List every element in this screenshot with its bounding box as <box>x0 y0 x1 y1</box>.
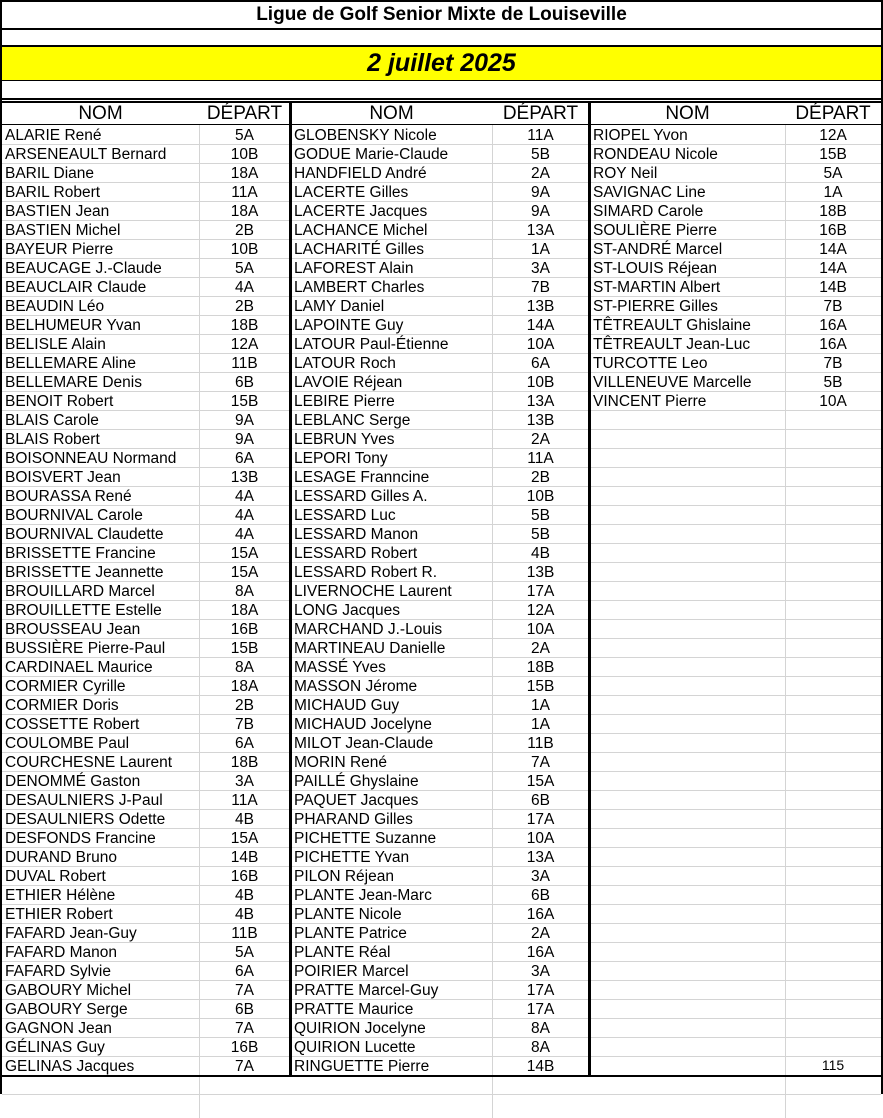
player-name: ETHIER Robert <box>5 906 113 923</box>
player-name: LAMBERT Charles <box>294 279 425 296</box>
player-name: MILOT Jean-Claude <box>294 735 434 752</box>
player-name: MASSÉ Yves <box>294 659 386 676</box>
player-name: ALARIE René <box>5 127 102 144</box>
player-name: CORMIER Doris <box>5 697 119 714</box>
player-name: SOULIÈRE Pierre <box>593 222 718 239</box>
player-name: BROUSSEAU Jean <box>5 621 141 638</box>
player-name: POIRIER Marcel <box>294 963 409 980</box>
player-departure: 6B <box>531 792 550 809</box>
player-departure: 4B <box>235 906 254 923</box>
player-name: PRATTE Marcel-Guy <box>294 982 439 999</box>
player-name: ETHIER Hélène <box>5 887 116 904</box>
player-departure: 2A <box>531 431 550 448</box>
player-name: MORIN René <box>294 754 388 771</box>
player-name: DUVAL Robert <box>5 868 106 885</box>
player-departure: 11B <box>231 925 258 942</box>
player-departure: 10A <box>526 621 555 638</box>
player-departure: 16B <box>230 1039 259 1056</box>
player-departure: 11A <box>527 127 554 144</box>
player-name: RIOPEL Yvon <box>593 127 688 144</box>
player-name: PICHETTE Yvan <box>294 849 410 866</box>
player-departure: 4B <box>235 811 254 828</box>
player-name: SIMARD Carole <box>593 203 704 220</box>
player-name: LACERTE Jacques <box>294 203 428 220</box>
player-departure: 16A <box>819 317 847 334</box>
page-title: Ligue de Golf Senior Mixte de Louiseville <box>256 4 627 25</box>
player-name: BARIL Diane <box>5 165 95 182</box>
player-departure: 7B <box>531 279 550 296</box>
player-name: QUIRION Jocelyne <box>294 1020 426 1037</box>
player-name: RONDEAU Nicole <box>593 146 718 163</box>
player-name: LIVERNOCHE Laurent <box>294 583 452 600</box>
player-departure: 10A <box>526 830 555 847</box>
player-name: TÊTREAULT Ghislaine <box>593 317 751 334</box>
player-departure: 18A <box>230 203 259 220</box>
player-departure: 17A <box>526 583 555 600</box>
player-name: PILON Réjean <box>294 868 394 885</box>
player-name: DURAND Bruno <box>5 849 117 866</box>
player-departure: 3A <box>531 868 550 885</box>
player-departure: 10B <box>230 241 259 258</box>
player-name: BELLEMARE Denis <box>5 374 142 391</box>
player-name: ST-LOUIS Réjean <box>593 260 718 277</box>
player-departure: 15B <box>526 678 555 695</box>
player-departure: 11B <box>231 355 258 372</box>
player-departure: 5B <box>531 146 550 163</box>
player-name: TÊTREAULT Jean-Luc <box>593 336 751 353</box>
total-count: 115 <box>821 1057 845 1073</box>
player-departure: 2A <box>531 640 550 657</box>
grid-row-line <box>2 1094 881 1095</box>
player-name: BLAIS Carole <box>5 412 99 429</box>
player-departure: 9A <box>531 203 550 220</box>
date-banner: 2 juillet 2025 <box>2 47 881 80</box>
player-name: MICHAUD Jocelyne <box>294 716 432 733</box>
player-name: GAGNON Jean <box>5 1020 112 1037</box>
player-name: BOURNIVAL Carole <box>5 507 143 524</box>
player-departure: 4A <box>235 507 254 524</box>
player-name: PAQUET Jacques <box>294 792 419 809</box>
player-departure: 1A <box>531 716 550 733</box>
player-name: FAFARD Manon <box>5 944 117 961</box>
player-departure: 18A <box>230 602 259 619</box>
player-departure: 18B <box>230 754 259 771</box>
player-name: MICHAUD Guy <box>294 697 400 714</box>
header-nom: NOM <box>665 103 710 124</box>
player-name: LESSARD Robert <box>294 545 418 562</box>
player-departure: 16B <box>230 621 259 638</box>
player-name: BRISSETTE Jeannette <box>5 564 164 581</box>
player-departure: 7B <box>823 355 843 372</box>
player-departure: 8A <box>235 583 254 600</box>
header-nom: NOM <box>369 103 414 124</box>
player-departure: 15B <box>230 640 259 657</box>
player-name: LAMY Daniel <box>294 298 385 315</box>
player-departure: 7B <box>235 716 254 733</box>
player-departure: 7A <box>235 982 254 999</box>
player-name: FAFARD Jean-Guy <box>5 925 137 942</box>
player-name: BRISSETTE Francine <box>5 545 156 562</box>
player-name: PICHETTE Suzanne <box>294 830 437 847</box>
player-departure: 16A <box>526 906 555 923</box>
player-departure: 2B <box>531 469 550 486</box>
player-name: MARTINEAU Danielle <box>294 640 446 657</box>
player-departure: 10B <box>230 146 259 163</box>
player-name: BOISONNEAU Normand <box>5 450 177 467</box>
player-departure: 7A <box>235 1058 254 1075</box>
player-name: LESSARD Manon <box>294 526 419 543</box>
player-departure: 10A <box>526 336 555 353</box>
player-name: GABOURY Michel <box>5 982 132 999</box>
player-name: BOURNIVAL Claudette <box>5 526 164 543</box>
player-name: ST-MARTIN Albert <box>593 279 721 296</box>
player-name: PHARAND Gilles <box>294 811 413 828</box>
player-departure: 10B <box>526 374 555 391</box>
player-departure: 13B <box>526 564 555 581</box>
player-name: MARCHAND J.-Louis <box>294 621 443 638</box>
player-departure: 18B <box>819 203 847 220</box>
player-name: GODUE Marie-Claude <box>294 146 449 163</box>
player-name: DESAULNIERS J-Paul <box>5 792 163 809</box>
player-departure: 16B <box>230 868 259 885</box>
player-departure: 18A <box>230 165 259 182</box>
player-departure: 11B <box>527 735 554 752</box>
player-departure: 7A <box>531 754 550 771</box>
player-departure: 18B <box>526 659 555 676</box>
player-departure: 4B <box>235 887 254 904</box>
player-name: CARDINAEL Maurice <box>5 659 153 676</box>
player-name: HANDFIELD André <box>294 165 427 182</box>
player-name: PLANTE Patrice <box>294 925 407 942</box>
player-departure: 4A <box>235 279 254 296</box>
player-departure: 1A <box>823 184 843 201</box>
header-nom: NOM <box>78 103 123 124</box>
player-name: PRATTE Maurice <box>294 1001 414 1018</box>
player-name: CORMIER Cyrille <box>5 678 126 695</box>
player-departure: 14A <box>819 241 847 258</box>
player-name: SAVIGNAC Line <box>593 184 706 201</box>
player-departure: 13B <box>230 469 259 486</box>
player-name: LESSARD Gilles A. <box>294 488 428 505</box>
player-departure: 15B <box>819 146 847 163</box>
player-name: FAFARD Sylvie <box>5 963 111 980</box>
player-name: LESAGE Franncine <box>294 469 430 486</box>
player-departure: 5A <box>235 260 254 277</box>
player-name: LEBLANC Serge <box>294 412 411 429</box>
player-departure: 10A <box>819 393 847 410</box>
player-name: LAPOINTE Guy <box>294 317 404 334</box>
player-departure: 17A <box>526 982 555 999</box>
player-departure: 9A <box>235 431 254 448</box>
player-departure: 8A <box>531 1039 550 1056</box>
player-departure: 14B <box>230 849 259 866</box>
player-departure: 6B <box>235 1001 254 1018</box>
header-depart: DÉPART <box>795 103 871 124</box>
player-departure: 14B <box>819 279 847 296</box>
rule <box>0 124 883 125</box>
rule <box>0 98 883 100</box>
player-name: MASSON Jérome <box>294 678 418 695</box>
player-departure: 1A <box>531 241 550 258</box>
player-departure: 2A <box>531 925 550 942</box>
player-name: GÉLINAS Guy <box>5 1039 105 1056</box>
player-departure: 17A <box>526 1001 555 1018</box>
player-name: LESSARD Robert R. <box>294 564 437 581</box>
player-departure: 9A <box>235 412 254 429</box>
player-departure: 6A <box>531 355 550 372</box>
player-departure: 11A <box>231 792 258 809</box>
player-name: GLOBENSKY Nicole <box>294 127 437 144</box>
player-name: BROUILLARD Marcel <box>5 583 155 600</box>
player-departure: 16A <box>819 336 847 353</box>
player-name: COURCHESNE Laurent <box>5 754 173 771</box>
player-name: BASTIEN Michel <box>5 222 121 239</box>
player-departure: 10B <box>526 488 555 505</box>
player-departure: 15A <box>230 564 259 581</box>
player-name: LAFOREST Alain <box>294 260 414 277</box>
player-departure: 18A <box>230 678 259 695</box>
player-departure: 7A <box>235 1020 254 1037</box>
player-departure: 3A <box>531 260 550 277</box>
player-name: BEAUCLAIR Claude <box>5 279 147 296</box>
player-name: BELISLE Alain <box>5 336 106 353</box>
rule <box>0 28 883 30</box>
player-departure: 12A <box>230 336 259 353</box>
player-name: PLANTE Réal <box>294 944 391 961</box>
player-name: BAYEUR Pierre <box>5 241 114 258</box>
player-departure: 16B <box>819 222 847 239</box>
player-name: LONG Jacques <box>294 602 400 619</box>
player-departure: 4A <box>235 526 254 543</box>
player-departure: 7B <box>823 298 843 315</box>
player-departure: 5A <box>235 127 254 144</box>
player-departure: 1A <box>531 697 550 714</box>
player-name: LEBRUN Yves <box>294 431 395 448</box>
player-departure: 2B <box>235 222 254 239</box>
player-departure: 5A <box>823 165 843 182</box>
player-departure: 18B <box>230 317 259 334</box>
player-name: LATOUR Paul-Étienne <box>294 336 449 353</box>
header-depart: DÉPART <box>206 103 283 124</box>
player-departure: 15A <box>230 830 259 847</box>
player-departure: 4B <box>531 545 550 562</box>
player-departure: 15A <box>526 773 555 790</box>
player-departure: 17A <box>526 811 555 828</box>
player-name: LACERTE Gilles <box>294 184 409 201</box>
player-departure: 12A <box>526 602 555 619</box>
player-name: GABOURY Serge <box>5 1001 128 1018</box>
player-departure: 13A <box>526 222 555 239</box>
player-departure: 13B <box>526 298 555 315</box>
player-departure: 11A <box>527 450 554 467</box>
player-name: PAILLÉ Ghyslaine <box>294 773 419 790</box>
player-name: TURCOTTE Leo <box>593 355 708 372</box>
player-departure: 15B <box>230 393 259 410</box>
rule <box>0 45 883 47</box>
player-departure: 13B <box>526 412 555 429</box>
player-name: BOURASSA René <box>5 488 132 505</box>
player-departure: 4A <box>235 488 254 505</box>
player-name: QUIRION Lucette <box>294 1039 416 1056</box>
player-name: ST-PIERRE Gilles <box>593 298 718 315</box>
player-name: VILLENEUVE Marcelle <box>593 374 752 391</box>
player-name: LACHANCE Michel <box>294 222 428 239</box>
player-name: BELHUMEUR Yvan <box>5 317 141 334</box>
player-name: LACHARITÉ Gilles <box>294 241 425 258</box>
player-name: BASTIEN Jean <box>5 203 110 220</box>
player-name: PLANTE Nicole <box>294 906 402 923</box>
player-name: DESFONDS Francine <box>5 830 156 847</box>
rule <box>0 80 883 81</box>
player-departure: 6B <box>235 374 254 391</box>
player-departure: 14B <box>526 1058 555 1075</box>
player-departure: 2B <box>235 298 254 315</box>
player-departure: 5B <box>531 526 550 543</box>
player-name: BROUILLETTE Estelle <box>5 602 162 619</box>
player-departure: 14A <box>526 317 555 334</box>
player-departure: 6A <box>235 450 254 467</box>
player-departure: 6A <box>235 735 254 752</box>
player-departure: 8A <box>235 659 254 676</box>
player-name: ROY Neil <box>593 165 658 182</box>
player-departure: 13A <box>526 393 555 410</box>
player-name: LAVOIE Réjean <box>294 374 403 391</box>
header-depart: DÉPART <box>502 103 579 124</box>
player-name: PLANTE Jean-Marc <box>294 887 432 904</box>
player-name: BOISVERT Jean <box>5 469 121 486</box>
player-name: LESSARD Luc <box>294 507 396 524</box>
player-name: RINGUETTE Pierre <box>294 1058 430 1075</box>
player-name: GELINAS Jacques <box>5 1058 135 1075</box>
player-departure: 2A <box>531 165 550 182</box>
player-departure: 3A <box>531 963 550 980</box>
player-name: LEPORI Tony <box>294 450 388 467</box>
player-departure: 6B <box>531 887 550 904</box>
player-departure: 16A <box>526 944 555 961</box>
player-name: ST-ANDRÉ Marcel <box>593 241 723 258</box>
player-name: LATOUR Roch <box>294 355 396 372</box>
player-name: ARSENEAULT Bernard <box>5 146 167 163</box>
player-departure: 12A <box>819 127 847 144</box>
border-top <box>0 0 883 2</box>
player-departure: 2B <box>235 697 254 714</box>
player-departure: 13A <box>526 849 555 866</box>
player-departure: 9A <box>531 184 550 201</box>
player-departure: 5B <box>531 507 550 524</box>
player-name: BEAUDIN Léo <box>5 298 105 315</box>
player-departure: 8A <box>531 1020 550 1037</box>
player-name: DENOMMÉ Gaston <box>5 773 141 790</box>
player-name: BUSSIÈRE Pierre-Paul <box>5 640 166 657</box>
player-departure: 11A <box>231 184 258 201</box>
player-name: BELLEMARE Aline <box>5 355 136 372</box>
player-name: BEAUCAGE J.-Claude <box>5 260 162 277</box>
player-name: BARIL Robert <box>5 184 101 201</box>
player-departure: 15A <box>230 545 259 562</box>
player-name: BLAIS Robert <box>5 431 100 448</box>
player-departure: 5A <box>235 944 254 961</box>
player-name: DESAULNIERS Odette <box>5 811 166 828</box>
player-departure: 5B <box>823 374 843 391</box>
player-departure: 3A <box>235 773 254 790</box>
player-name: LEBIRE Pierre <box>294 393 395 410</box>
player-departure: 14A <box>819 260 847 277</box>
player-name: COSSETTE Robert <box>5 716 140 733</box>
player-name: BENOIT Robert <box>5 393 114 410</box>
player-name: VINCENT Pierre <box>593 393 707 410</box>
player-name: COULOMBE Paul <box>5 735 130 752</box>
player-departure: 6A <box>235 963 254 980</box>
